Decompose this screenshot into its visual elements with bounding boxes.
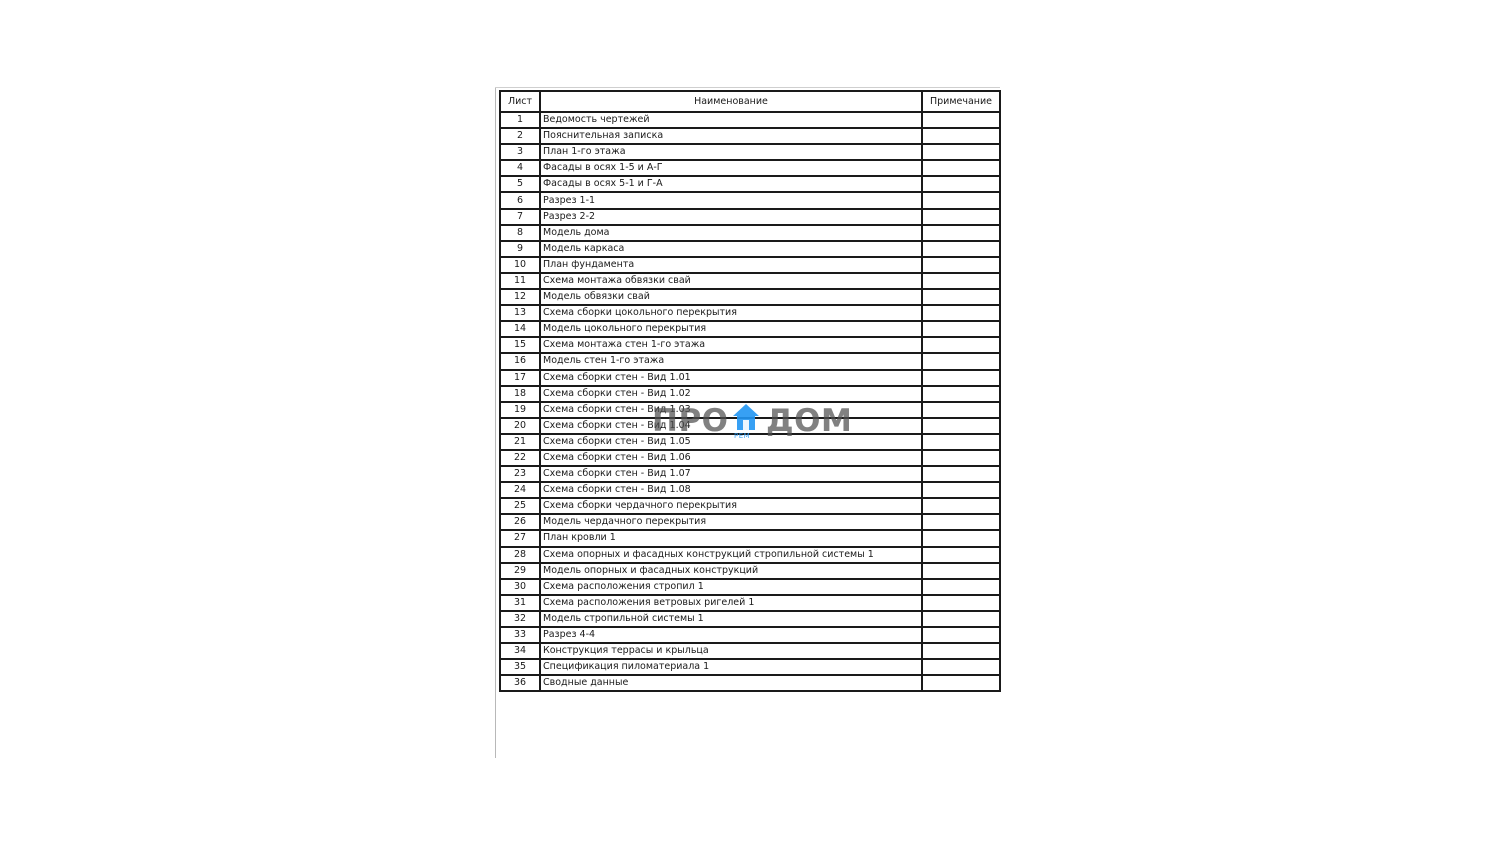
sheet-note-cell (922, 225, 1000, 241)
sheet-note-cell (922, 257, 1000, 273)
sheet-note-cell (922, 209, 1000, 225)
sheet-note-cell (922, 611, 1000, 627)
sheet-note-cell (922, 643, 1000, 659)
table-row (500, 547, 1000, 563)
sheet-name-cell: Схема сборки стен - Вид 1.02 (540, 386, 922, 402)
sheet-number-cell: 16 (500, 353, 540, 369)
table-row (500, 434, 1000, 450)
sheet-number-cell: 13 (500, 305, 540, 321)
sheet-number-cell: 3 (500, 144, 540, 160)
sheet-note-cell (922, 595, 1000, 611)
table-row (500, 579, 1000, 595)
sheet-note-cell (922, 321, 1000, 337)
table-row (500, 450, 1000, 466)
table-row (500, 257, 1000, 273)
sheet-name-cell: Схема сборки стен - Вид 1.08 (540, 482, 922, 498)
sheet-number-cell: 34 (500, 643, 540, 659)
sheet-note-cell (922, 192, 1000, 208)
sheet-number-cell: 11 (500, 273, 540, 289)
sheet-note-cell (922, 112, 1000, 128)
sheet-number-cell: 1 (500, 112, 540, 128)
table-header-row (500, 91, 1000, 112)
sheet-number-cell: 12 (500, 289, 540, 305)
sheet-name-cell: Сводные данные (540, 675, 922, 691)
sheet-number-cell: 21 (500, 434, 540, 450)
sheet-number-cell: 25 (500, 498, 540, 514)
sheet-number-cell: 35 (500, 659, 540, 675)
table-row (500, 659, 1000, 675)
sheet-note-cell (922, 466, 1000, 482)
sheet-name-cell: Разрез 2-2 (540, 209, 922, 225)
sheet-note-cell (922, 547, 1000, 563)
sheet-name-cell: Схема сборки стен - Вид 1.05 (540, 434, 922, 450)
table-row (500, 514, 1000, 530)
drawings-list-table (499, 90, 1001, 692)
sheet-name-cell: Схема сборки стен - Вид 1.04 (540, 418, 922, 434)
table-row (500, 289, 1000, 305)
sheet-name-cell: Фасады в осях 1-5 и А-Г (540, 160, 922, 176)
sheet-name-cell: Схема расположения ветровых ригелей 1 (540, 595, 922, 611)
sheet-name-cell: Схема сборки стен - Вид 1.07 (540, 466, 922, 482)
sheet-name-cell: План кровли 1 (540, 530, 922, 546)
table-row (500, 627, 1000, 643)
table-row (500, 402, 1000, 418)
sheet-name-cell: Модель опорных и фасадных конструкций (540, 563, 922, 579)
sheet-name-cell: Схема сборки стен - Вид 1.06 (540, 450, 922, 466)
sheet-number-cell: 19 (500, 402, 540, 418)
watermark-text-left: ПРО (652, 403, 729, 439)
sheet-name-cell: Схема сборки цокольного перекрытия (540, 305, 922, 321)
sheet-number-cell: 31 (500, 595, 540, 611)
table-row (500, 305, 1000, 321)
table-row (500, 418, 1000, 434)
table-row (500, 337, 1000, 353)
sheet-border-left (495, 87, 496, 758)
sheet-name-cell: Модель цокольного перекрытия (540, 321, 922, 337)
sheet-number-cell: 4 (500, 160, 540, 176)
table-body (500, 112, 1000, 691)
sheet-name-cell: Модель обвязки свай (540, 289, 922, 305)
table-row (500, 160, 1000, 176)
sheet-number-cell: 7 (500, 209, 540, 225)
sheet-number-cell: 20 (500, 418, 540, 434)
sheet-note-cell (922, 514, 1000, 530)
table-row (500, 273, 1000, 289)
sheet-note-cell (922, 563, 1000, 579)
sheet-name-cell: Схема расположения стропил 1 (540, 579, 922, 595)
sheet-name-cell: Схема монтажа стен 1-го этажа (540, 337, 922, 353)
sheet-name-cell: План фундамента (540, 257, 922, 273)
sheet-note-cell (922, 144, 1000, 160)
sheet-number-cell: 22 (500, 450, 540, 466)
sheet-note-cell (922, 370, 1000, 386)
sheet-note-cell (922, 627, 1000, 643)
sheet-name-cell: Ведомость чертежей (540, 112, 922, 128)
sheet-note-cell (922, 450, 1000, 466)
sheet-number-cell: 9 (500, 241, 540, 257)
sheet-note-cell (922, 305, 1000, 321)
sheet-number-cell: 29 (500, 563, 540, 579)
sheet-name-cell: Схема монтажа обвязки свай (540, 273, 922, 289)
sheet-note-cell (922, 434, 1000, 450)
sheet-number-cell: 14 (500, 321, 540, 337)
sheet-note-cell (922, 337, 1000, 353)
sheet-number-cell: 8 (500, 225, 540, 241)
table-row (500, 563, 1000, 579)
sheet-name-cell: План 1-го этажа (540, 144, 922, 160)
sheet-name-cell: Разрез 1-1 (540, 192, 922, 208)
header-note: Примечание (922, 91, 1000, 112)
sheet-name-cell: Схема сборки стен - Вид 1.03 (540, 402, 922, 418)
table-row (500, 595, 1000, 611)
sheet-name-cell: Пояснительная записка (540, 128, 922, 144)
sheet-note-cell (922, 289, 1000, 305)
sheet-note-cell (922, 659, 1000, 675)
table-row (500, 611, 1000, 627)
sheet-name-cell: Спецификация пиломатериала 1 (540, 659, 922, 675)
sheet-number-cell: 18 (500, 386, 540, 402)
table-row (500, 209, 1000, 225)
table-row (500, 241, 1000, 257)
sheet-note-cell (922, 273, 1000, 289)
sheet-border-top (495, 87, 1000, 88)
sheet-name-cell: Модель чердачного перекрытия (540, 514, 922, 530)
table-row (500, 675, 1000, 691)
sheet-number-cell: 28 (500, 547, 540, 563)
sheet-number-cell: 26 (500, 514, 540, 530)
watermark-text-right: ДОМ (766, 403, 853, 439)
table-row (500, 643, 1000, 659)
sheet-name-cell: Модель стропильной системы 1 (540, 611, 922, 627)
sheet-name-cell: Схема сборки чердачного перекрытия (540, 498, 922, 514)
sheet-name-cell: Модель стен 1-го этажа (540, 353, 922, 369)
table-row (500, 482, 1000, 498)
sheet-note-cell (922, 128, 1000, 144)
sheet-note-cell (922, 530, 1000, 546)
table-row (500, 530, 1000, 546)
sheet-number-cell: 15 (500, 337, 540, 353)
sheet-name-cell: Модель каркаса (540, 241, 922, 257)
table-row (500, 128, 1000, 144)
sheet-number-cell: 30 (500, 579, 540, 595)
sheet-name-cell: Разрез 4-4 (540, 627, 922, 643)
sheet-number-cell: 10 (500, 257, 540, 273)
sheet-note-cell (922, 675, 1000, 691)
sheet-note-cell (922, 418, 1000, 434)
sheet-number-cell: 2 (500, 128, 540, 144)
sheet-note-cell (922, 353, 1000, 369)
sheet-note-cell (922, 482, 1000, 498)
sheet-note-cell (922, 160, 1000, 176)
sheet-number-cell: 5 (500, 176, 540, 192)
sheet-name-cell: Схема сборки стен - Вид 1.01 (540, 370, 922, 386)
sheet-number-cell: 23 (500, 466, 540, 482)
sheet-name-cell: Схема опорных и фасадных конструкций стропильной системы 1 (540, 547, 922, 563)
sheet-number-cell: 6 (500, 192, 540, 208)
sheet-name-cell: Фасады в осях 5-1 и Г-А (540, 176, 922, 192)
table-row (500, 192, 1000, 208)
sheet-name-cell: Модель дома (540, 225, 922, 241)
watermark-subtext: РЕМ (734, 432, 751, 440)
sheet-note-cell (922, 241, 1000, 257)
sheet-name-cell: Конструкция террасы и крыльца (540, 643, 922, 659)
sheet-number-cell: 32 (500, 611, 540, 627)
sheet-note-cell (922, 402, 1000, 418)
table-row (500, 498, 1000, 514)
sheet-number-cell: 27 (500, 530, 540, 546)
table-row (500, 370, 1000, 386)
sheet-note-cell (922, 579, 1000, 595)
header-sheet: Лист (500, 91, 540, 112)
sheet-note-cell (922, 498, 1000, 514)
sheet-note-cell (922, 386, 1000, 402)
header-name: Наименование (540, 91, 922, 112)
sheet-number-cell: 33 (500, 627, 540, 643)
sheet-number-cell: 24 (500, 482, 540, 498)
table-row (500, 176, 1000, 192)
sheet-note-cell (922, 176, 1000, 192)
table-row (500, 353, 1000, 369)
table-row (500, 112, 1000, 128)
table-row (500, 225, 1000, 241)
table-row (500, 144, 1000, 160)
table-row (500, 466, 1000, 482)
sheet-number-cell: 17 (500, 370, 540, 386)
table-row (500, 321, 1000, 337)
sheet-number-cell: 36 (500, 675, 540, 691)
table-row (500, 386, 1000, 402)
